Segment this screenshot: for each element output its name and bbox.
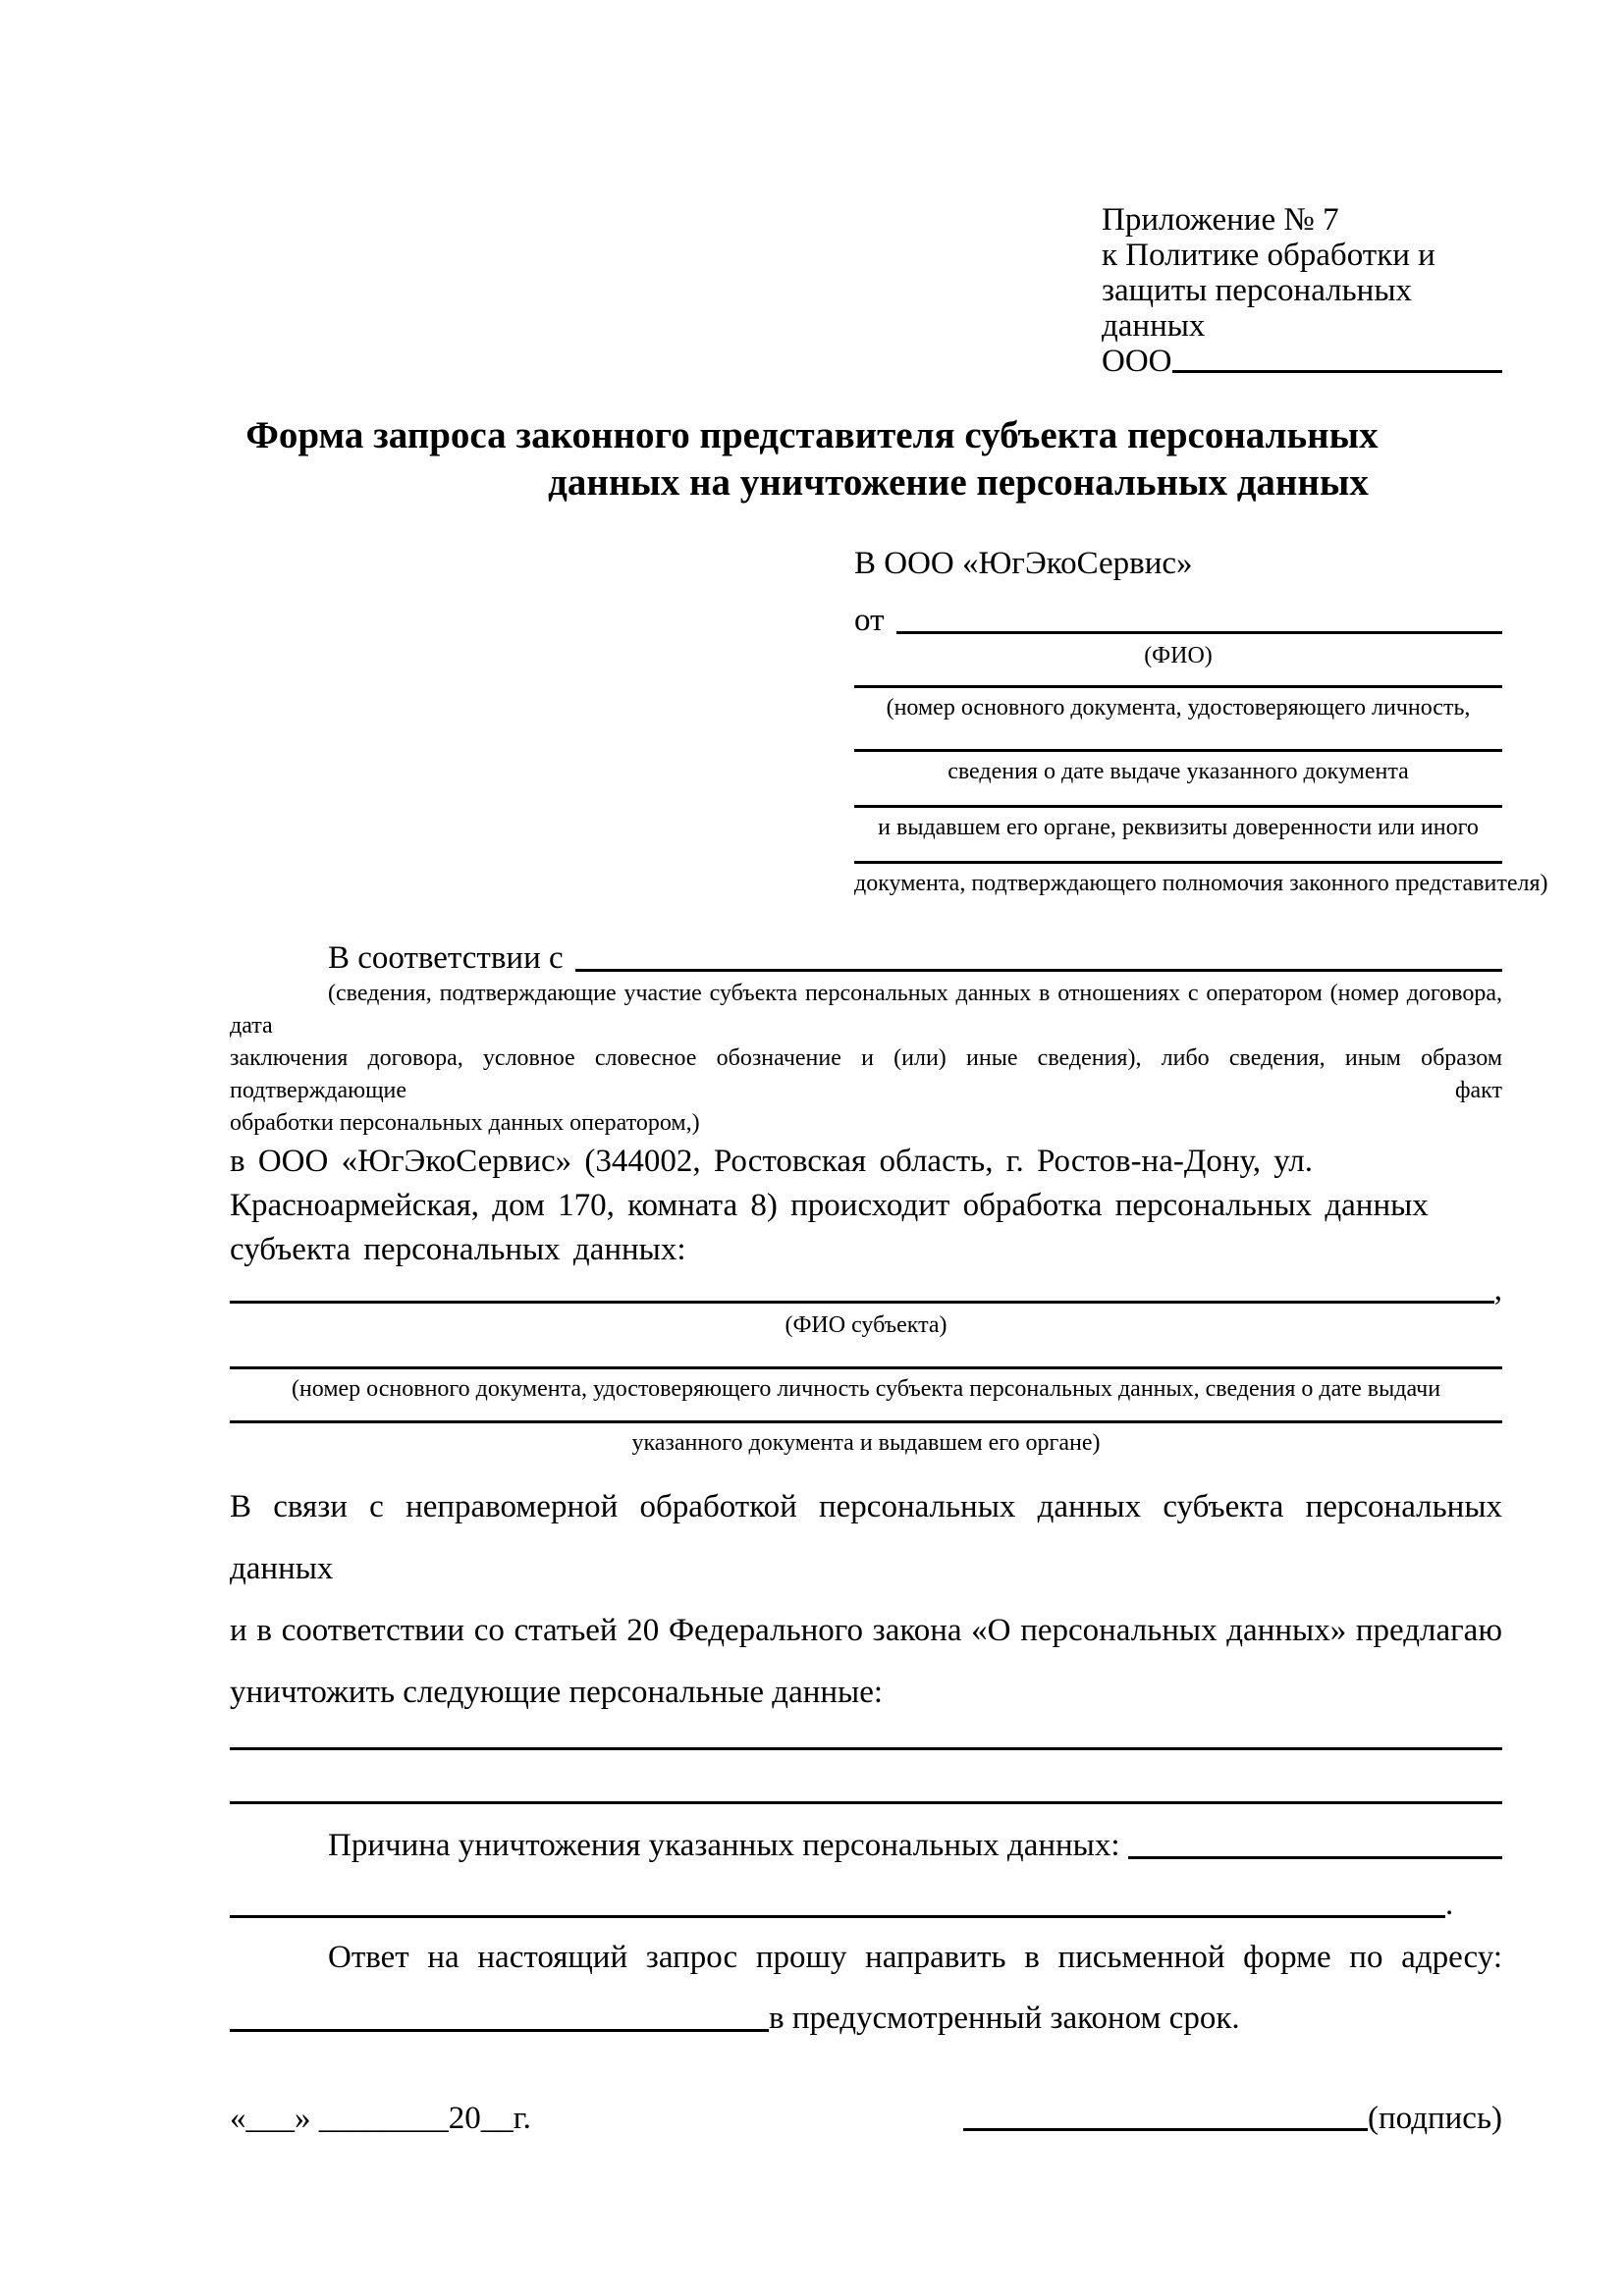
subject-doc-caption-2: указанного документа и выдавшем его органе) xyxy=(631,1429,1101,1456)
fio-caption: (ФИО) xyxy=(1144,642,1213,668)
reason-blank-line xyxy=(1128,1856,1502,1859)
reason-continuation-line xyxy=(230,1887,1502,1924)
reason-label: Причина уничтожения указанных персональных данных: xyxy=(328,1827,1120,1863)
subject-doc-blank-line-2 xyxy=(230,1420,1502,1423)
accordance-label: В соответствии с xyxy=(328,939,564,976)
from-line xyxy=(854,603,1502,640)
processing-line2: Красноармейская, дом 170, комната 8) происходит обработка персональных данных xyxy=(230,1187,1429,1223)
date-signature-row xyxy=(230,2101,1502,2138)
from-blank-line xyxy=(896,631,1503,634)
signature-blank-line xyxy=(963,2128,1368,2131)
date-line: «___» ________20__г. xyxy=(230,2100,531,2136)
appendix-header-line3: защиты персональных данных xyxy=(1102,273,1412,344)
fine-print-line1: (сведения, подтверждающие участие субъекта персональных данных в отношениях с оператором (номер договора, дата xyxy=(230,980,1502,1039)
representative-doc-blank-line-3 xyxy=(854,805,1502,808)
addressee-block xyxy=(854,546,1548,897)
appendix-header-line1: Приложение № 7 xyxy=(1102,202,1339,238)
reason-blank-line-2 xyxy=(230,1915,1445,1918)
accordance-blank-line xyxy=(575,969,1502,972)
header-ooo-line xyxy=(1102,344,1502,379)
form-title xyxy=(0,412,1624,507)
data-blank-line-1 xyxy=(230,1747,1502,1750)
subject-fio-line xyxy=(230,1272,1502,1309)
ooo-label: ООО xyxy=(1102,344,1172,379)
request-line3: уничтожить следующие персональные данные: xyxy=(230,1674,884,1710)
accordance-line xyxy=(230,940,1502,978)
representative-doc-blank-line-1 xyxy=(854,685,1502,688)
addressee-to: В ООО «ЮгЭкоСервис» xyxy=(854,546,1193,581)
appendix-header xyxy=(1102,202,1502,379)
request-line2: и в соответствии со статьей 20 Федерального закона «О персональных данных» предлагаю xyxy=(230,1612,1502,1648)
signature-caption: (подпись) xyxy=(1368,2100,1502,2136)
subject-doc-blank-line-1 xyxy=(230,1366,1502,1369)
ooo-blank-line xyxy=(1172,370,1503,373)
representative-doc-blank-line-4 xyxy=(854,861,1502,864)
subject-fio-caption: (ФИО субъекта) xyxy=(785,1311,947,1338)
from-label: от xyxy=(854,602,885,638)
representative-doc-caption-1: (номер основного документа, удостоверяющего личность, xyxy=(886,694,1471,721)
reason-line xyxy=(230,1828,1502,1865)
form-title-line2: данных на уничтожение персональных данных xyxy=(548,461,1369,504)
representative-doc-blank-line-2 xyxy=(854,749,1502,752)
answer-address-line xyxy=(230,2001,1502,2038)
data-blank-line-2 xyxy=(230,1801,1502,1804)
fine-print-note xyxy=(230,978,1502,1140)
answer-tail: в предусмотренный законом срок. xyxy=(769,2000,1240,2036)
answer-paragraph: Ответ на настоящий запрос прошу направить в письменной форме по адресу: xyxy=(328,1939,1502,1975)
processing-line1: в ООО «ЮгЭкоСервис» (344002, Ростовская область, г. Ростов-на-Дону, ул. xyxy=(230,1143,1313,1179)
processing-paragraph xyxy=(230,1140,1502,1272)
request-paragraph xyxy=(230,1476,1502,1724)
representative-doc-caption-3: и выдавшем его органе, реквизиты доверенности или иного xyxy=(878,814,1479,840)
address-blank-line xyxy=(230,2029,769,2032)
trailing-period: . xyxy=(1445,1886,1454,1922)
subject-doc-caption-1: (номер основного документа, удостоверяющего личность субъекта персональных данных, сведения о дате выдачи xyxy=(291,1375,1441,1402)
form-title-line1: Форма запроса законного представителя субъекта персональных xyxy=(245,414,1379,456)
trailing-comma: , xyxy=(1493,1271,1502,1308)
appendix-header-line2: к Политике обработки и xyxy=(1102,238,1435,273)
processing-line3: субъекта персональных данных: xyxy=(230,1231,686,1267)
representative-doc-caption-4: документа, подтверждающего полномочия законного представителя) xyxy=(854,870,1548,896)
request-line1: В связи с неправомерной обработкой персональных данных субъекта персональных данных xyxy=(230,1488,1502,1586)
fine-print-line2: заключения договора, условное словесное обозначение и (или) иные сведения), либо сведения, иным образом подтверждающие факт xyxy=(230,1044,1502,1103)
representative-doc-caption-2: сведения о дате выдаче указанного документа xyxy=(947,758,1409,784)
subject-fio-blank-line xyxy=(230,1301,1494,1304)
fine-print-line3: обработки персональных данных оператором,) xyxy=(230,1109,700,1136)
